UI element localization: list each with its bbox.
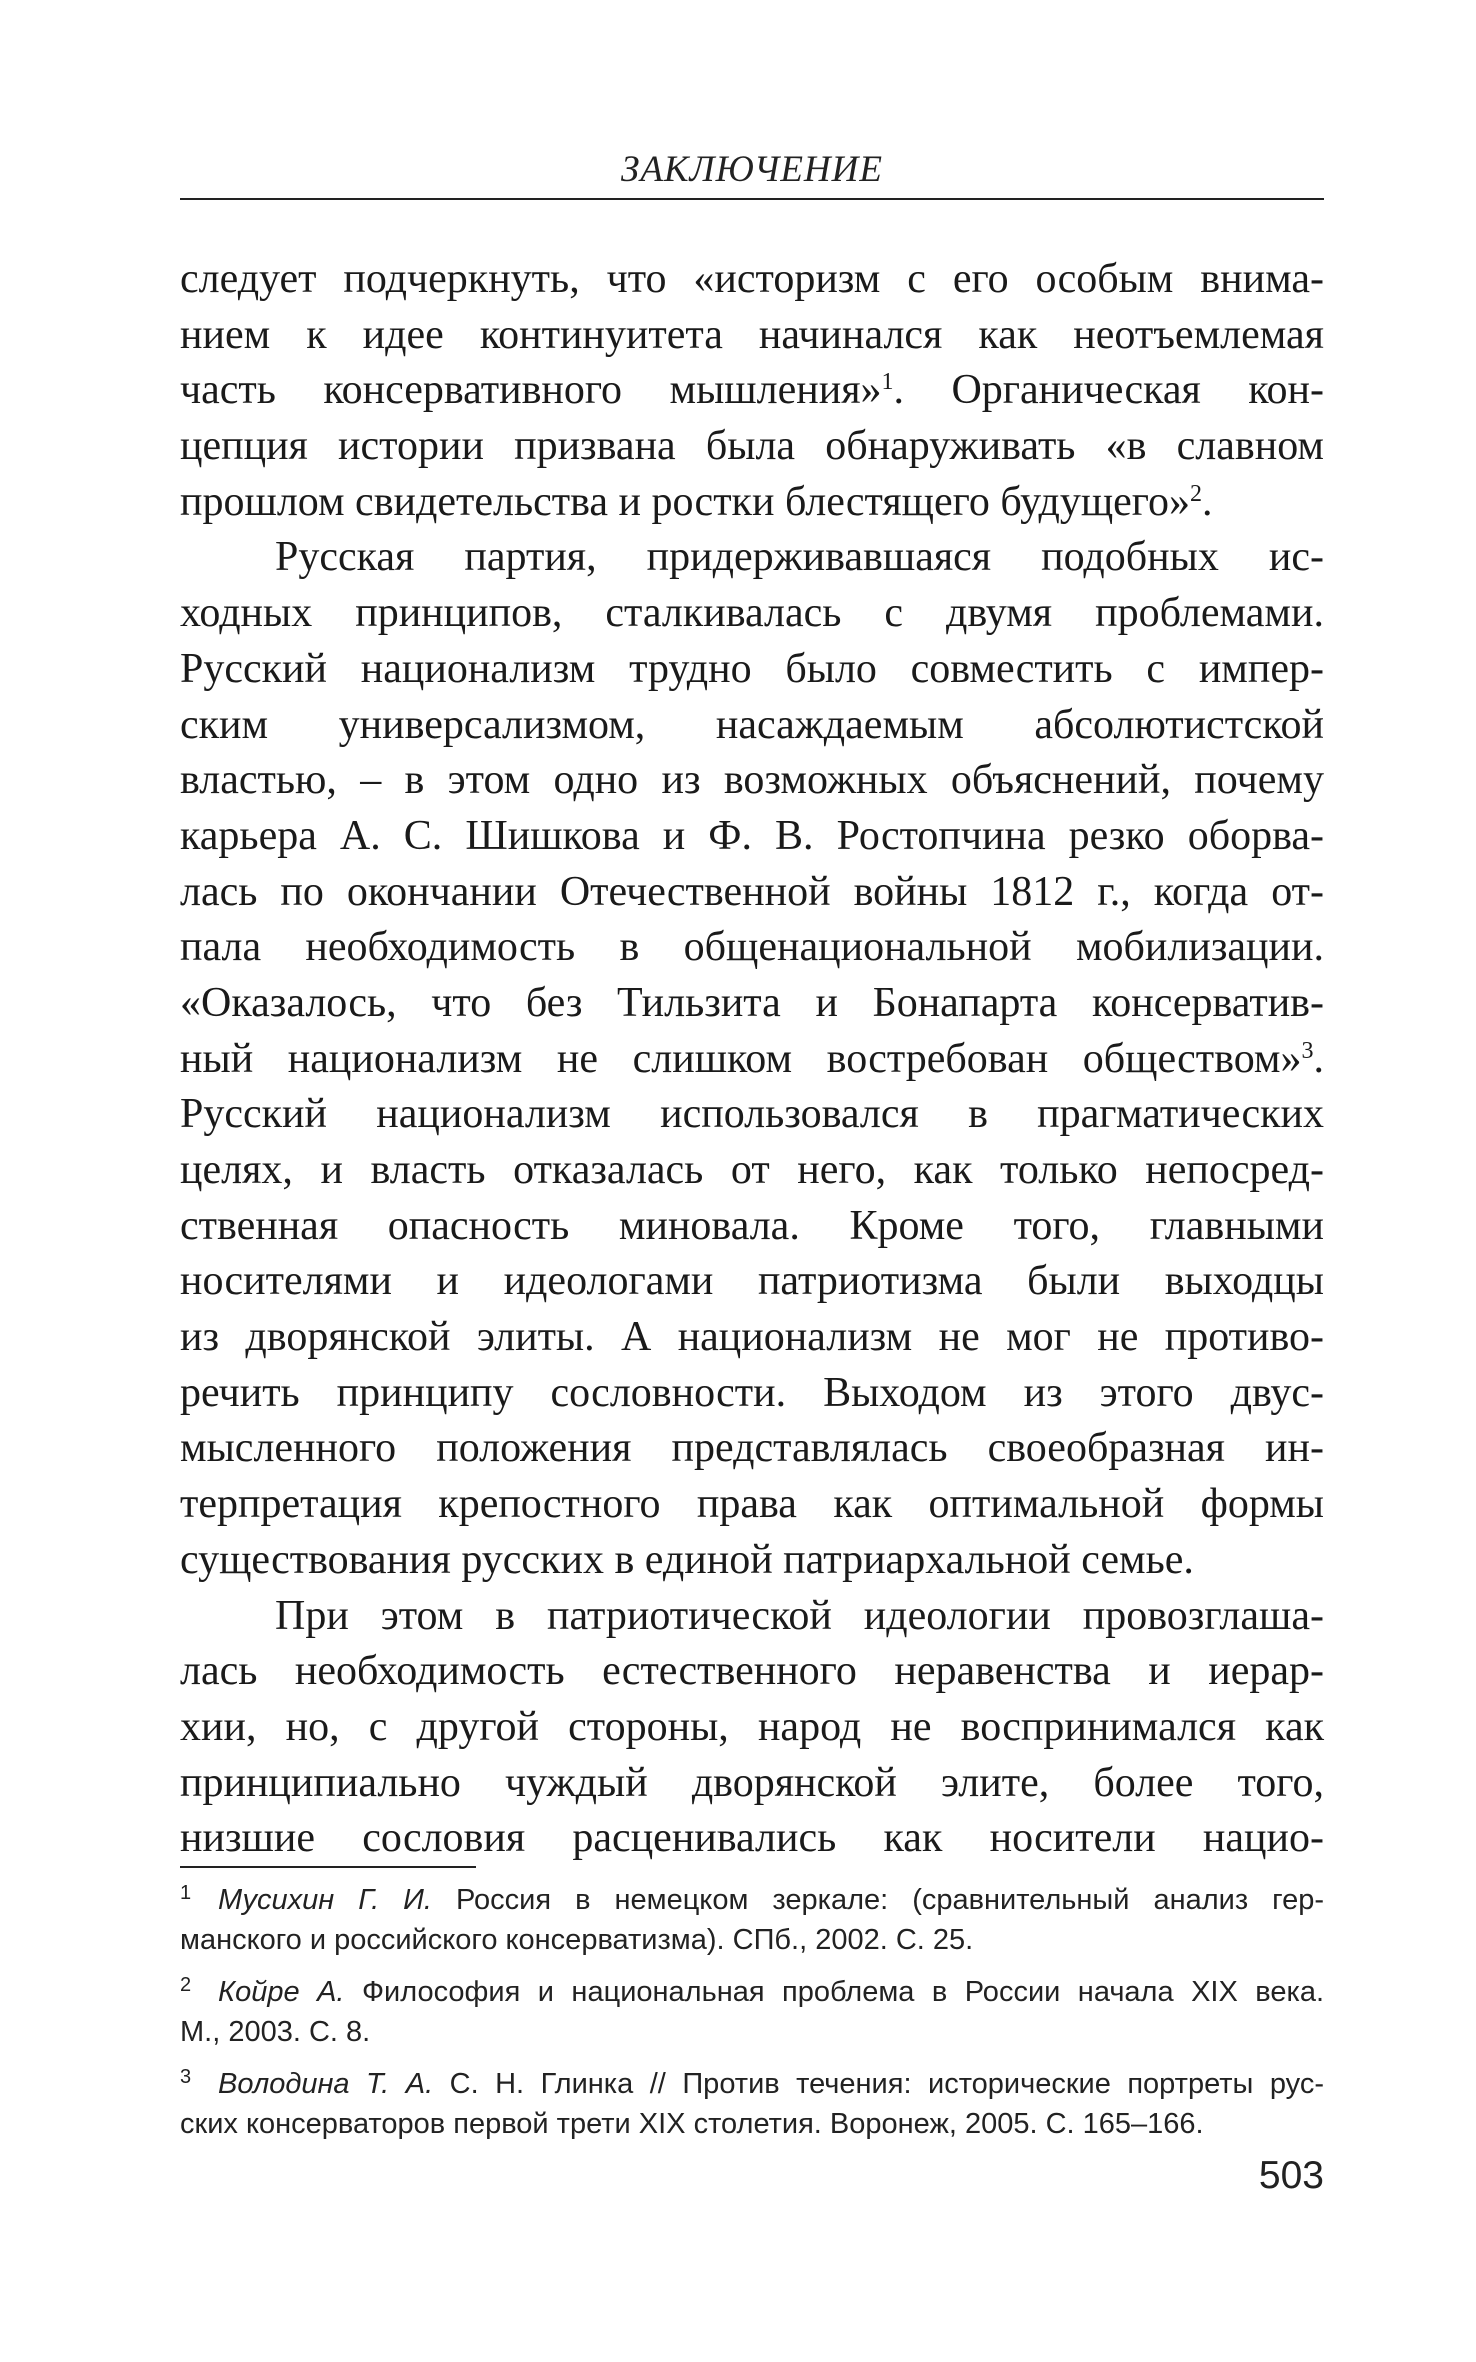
footnote-line: $^1$ Мусихин Г. И. Россия в немецком зеркале: (сравнительный анализ гер- [180, 1882, 1324, 1916]
text-fragment: . Органическая кон- [893, 367, 1324, 414]
footnote-line: $^3$ Володина Т. А. С. Н. Глинка // Против течения: исторические портреты рус- [180, 2066, 1324, 2100]
text-line: хии, но, с другой стороны, народ не воспринимался как [180, 1703, 1324, 1750]
text-line: терпретация крепостного права как оптимальной формы [180, 1481, 1324, 1528]
text-line: следует подчеркнуть, что «историзм с его особым внима- [180, 256, 1324, 302]
page-number: 503 [1258, 2154, 1324, 2197]
text-line: При этом в патриотической идеологии провозглаша- [275, 1592, 1324, 1639]
header-rule [180, 198, 1324, 200]
text-line: ходных принципов, сталкивалась с двумя проблемами. [180, 590, 1324, 637]
text-line [180, 475, 1324, 531]
text-line: принципиально чуждый дворянской элите, более того, [180, 1759, 1324, 1806]
text-line: нием к идее континуитета начинался как неотъемлемая [180, 311, 1324, 358]
text-line: Русская партия, придерживавшаяся подобных ис- [275, 534, 1324, 581]
text-line: «Оказалось, что без Тильзита и Бонапарта консерватив- [180, 979, 1324, 1026]
main-text [180, 252, 1324, 1867]
text-line: носителями и идеологами патриотизма были выходцы [180, 1258, 1324, 1305]
text-fragment: . [1202, 478, 1213, 525]
text-line: властью, – в этом одно из возможных объяснений, почему [180, 757, 1324, 804]
footnote-ref[interactable]: 3 [1301, 1037, 1314, 1064]
footnote-author: Койре А. [218, 1976, 345, 2008]
text-line [180, 1032, 1324, 1088]
footnote-1 [180, 1880, 1324, 1960]
text-line: пала необходимость в общенациональной мобилизации. [180, 924, 1324, 971]
text-line: существования русских в единой патриархальной семье. [180, 1536, 1194, 1583]
footnote-ref[interactable]: 1 [881, 369, 894, 396]
footnote-text: Философия и национальная проблема в России начала XIX века. [344, 1976, 1325, 2008]
footnote-ref[interactable]: 2 [1190, 480, 1202, 507]
text-line: ским универсализмом, насаждаемым абсолютистской [180, 701, 1324, 748]
footnote-rule [180, 1866, 476, 1868]
footnote-author: Володина Т. А. [218, 2068, 434, 2100]
footnote-line: М., 2003. С. 8. [180, 2016, 371, 2048]
footnote-line: $^2$ Койре А. Философия и национальная проблема в России начала XIX века. [180, 1974, 1325, 2008]
text-line: цепция истории призвана была обнаруживать «в славном [180, 423, 1324, 470]
footnote-3 [180, 2064, 1324, 2144]
footnote-line: манского и российского консерватизма). СПб., 2002. С. 25. [180, 1924, 974, 1956]
text-fragment: часть консервативного мышления» [180, 367, 882, 414]
text-line: мысленного положения представлялась своеобразная ин- [180, 1425, 1324, 1472]
text-line: карьера А. С. Шишкова и Ф. В. Ростопчина резко оборва- [180, 812, 1324, 859]
footnote-author: Мусихин Г. И. [218, 1884, 432, 1916]
text-line: лась необходимость естественного неравенства и иерар- [180, 1648, 1324, 1695]
text-line: низшие сословия расценивались как носители нацио- [180, 1815, 1324, 1862]
text-line: речить принципу сословности. Выходом из этого двус- [180, 1369, 1324, 1416]
footnote-text: С. Н. Глинка // Против течения: исторические портреты рус- [433, 2068, 1324, 2100]
text-line: из дворянской элиты. А национализм не мог не противо- [180, 1314, 1324, 1361]
text-fragment: ный национализм не слишком востребован обществом» [180, 1035, 1302, 1082]
footnote-2 [180, 1972, 1324, 2052]
footnotes [180, 1880, 1324, 2156]
text-line: лась по окончании Отечественной войны 1812 г., когда от- [180, 868, 1324, 915]
footnote-text: Россия в немецком зеркале: (сравнительный анализ гер- [431, 1884, 1324, 1916]
footnote-line: ских консерваторов первой трети XIX столетия. Воронеж, 2005. С. 165–166. [180, 2108, 1204, 2140]
text-line: целях, и власть отказалась от него, как только непосред- [180, 1147, 1324, 1193]
text-line: ственная опасность миновала. Кроме того, главными [180, 1202, 1324, 1249]
text-line [180, 363, 1324, 419]
text-fragment: . [1313, 1035, 1324, 1082]
running-title: ЗАКЛЮЧЕНИЕ [621, 149, 883, 190]
text-line: Русский национализм трудно было совместить с импер- [180, 645, 1324, 692]
text-line: Русский национализм использовался в прагматических [180, 1091, 1324, 1138]
text-fragment: прошлом свидетельства и ростки блестящего будущего» [180, 478, 1190, 525]
